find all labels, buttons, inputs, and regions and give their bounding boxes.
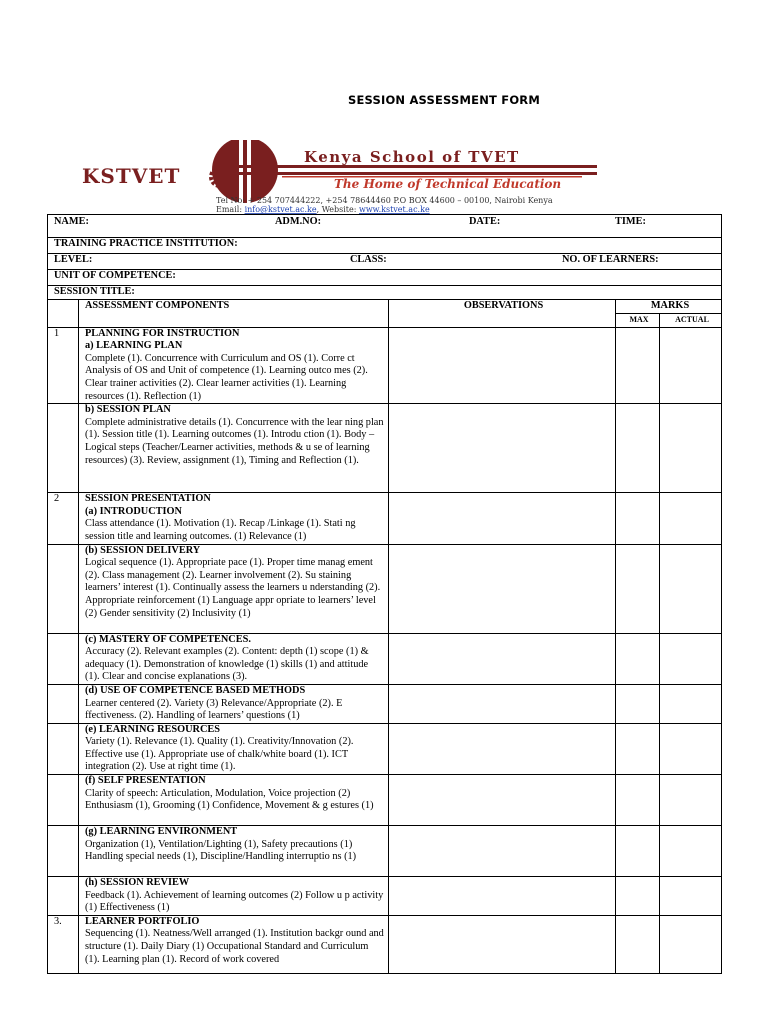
row-number: 3.	[54, 915, 62, 927]
form-title: SESSION ASSESSMENT FORM	[347, 93, 541, 107]
table-row	[48, 404, 722, 493]
max-cell[interactable]	[616, 633, 660, 684]
row-criteria: Logical sequence (1). Appropriate pace (1). Proper time manag ement (2). Class management (2). Learner involvement (2). Su staining learners’ interest (1). Continually assess the learners u nderstanding (2). Appropriate reinforcement (1) Language appr opriate to learners’ level (2) Gender sensitivity (2) Inclusivity (1)	[85, 557, 381, 619]
max-cell[interactable]	[616, 327, 660, 404]
table-row	[48, 684, 722, 723]
max-cell[interactable]	[616, 915, 660, 973]
max-cell[interactable]	[616, 775, 660, 826]
max-cell[interactable]	[616, 723, 660, 774]
observations-header: OBSERVATIONS	[463, 299, 544, 311]
row-criteria: Clarity of speech: Articulation, Modulation, Voice projection (2) Enthusiasm (1), Grooming (1) Confidence, Movement & g estures (1)	[85, 787, 374, 812]
actual-cell[interactable]	[660, 877, 722, 916]
row-heading: (b) SESSION DELIVERY	[85, 544, 201, 556]
table-row	[48, 877, 722, 916]
actual-cell[interactable]	[660, 826, 722, 877]
logo-abbr: KSTVET	[82, 164, 181, 188]
table-row	[48, 327, 722, 404]
max-cell[interactable]	[616, 544, 660, 633]
marks-header: MARKS	[650, 299, 690, 311]
logo-contact: Tel No: + 254 707444222, +254 78644460 P.O BOX 44600 – 00100, Nairobi Kenya	[216, 196, 553, 205]
observations-cell[interactable]	[389, 775, 616, 826]
actual-cell[interactable]	[660, 327, 722, 404]
header-row-name	[48, 215, 722, 238]
assessment-table	[47, 214, 722, 974]
actual-header: ACTUAL	[675, 314, 709, 324]
row-heading: b) SESSION PLAN	[85, 404, 171, 416]
observations-cell[interactable]	[389, 493, 616, 544]
learners-label: NO. OF LEARNERS:	[562, 254, 659, 265]
table-row	[48, 544, 722, 633]
row-criteria: Sequencing (1). Neatness/Well arranged (1). Institution backgr ound and structure (1). Daily Diary (1) Occupational Standard and Curriculum (1). Learning plan (1). Record of work covered	[85, 928, 384, 965]
table-row	[48, 915, 722, 973]
logo-website[interactable]: www.kstvet.ac.ke	[358, 205, 430, 214]
max-cell[interactable]	[616, 404, 660, 493]
row-heading: (c) MASTERY OF COMPETENCES.	[85, 633, 251, 645]
observations-cell[interactable]	[389, 404, 616, 493]
observations-cell[interactable]	[389, 877, 616, 916]
observations-cell[interactable]	[389, 826, 616, 877]
date-label: DATE:	[469, 216, 501, 227]
row-criteria: Organization (1), Ventilation/Lighting (1), Safety precautions (1) Handling special needs (1), Discipline/Handling interruptio ns (1)	[85, 838, 357, 863]
observations-cell[interactable]	[389, 684, 616, 723]
actual-cell[interactable]	[660, 633, 722, 684]
row-criteria: Feedback (1). Achievement of learning outcomes (2) Follow u p activity (1) Effectiveness (1)	[85, 889, 384, 914]
max-header: MAX	[629, 314, 649, 324]
max-cell[interactable]	[616, 493, 660, 544]
logo-email[interactable]: info@kstvet.ac.ke	[244, 205, 317, 214]
row-heading: (d) USE OF COMPETENCE BASED METHODS	[85, 684, 306, 696]
adm-no-label: ADM.NO:	[275, 216, 322, 227]
actual-cell[interactable]	[660, 684, 722, 723]
max-cell[interactable]	[616, 826, 660, 877]
row-number: 1	[54, 327, 60, 339]
row-criteria: Accuracy (2). Relevant examples (2). Content: depth (1) scope (1) & adequacy (1). Demonstration of knowledge (1) skills (1) and attitude (1). Clear and concise explanations (3).	[85, 646, 369, 683]
section-title: PLANNING FOR INSTRUCTION	[85, 327, 240, 339]
header-row-institution	[48, 238, 722, 254]
row-criteria: Complete (1). Concurrence with Curriculum and OS (1). Corre ct Analysis of OS and Unit of competence (1). Learning outco mes (2). Clear trainer activities (2). Clear learner activities (1). Learning resources (1). Reflection (1)	[85, 352, 368, 402]
row-number: 2	[54, 493, 60, 505]
max-cell[interactable]	[616, 684, 660, 723]
table-row	[48, 775, 722, 826]
level-label: LEVEL:	[54, 254, 93, 265]
actual-cell[interactable]	[660, 915, 722, 973]
observations-cell[interactable]	[389, 723, 616, 774]
svg-text:Email: info@kstvet.ac.ke, Webs	[216, 205, 430, 214]
row-heading: (h) SESSION REVIEW	[85, 877, 190, 889]
table-row	[48, 493, 722, 544]
row-heading: (a) INTRODUCTION	[85, 505, 182, 517]
row-heading: (e) LEARNING RESOURCES	[85, 723, 221, 735]
time-label: TIME:	[615, 216, 646, 227]
table-row	[48, 723, 722, 774]
row-heading: (g) LEARNING ENVIRONMENT	[85, 826, 238, 838]
table-row	[48, 633, 722, 684]
observations-cell[interactable]	[389, 915, 616, 973]
row-heading: a) LEARNING PLAN	[85, 340, 183, 352]
row-heading: (f) SELF PRESENTATION	[85, 775, 206, 787]
header-row-session-title	[48, 286, 722, 300]
actual-cell[interactable]	[660, 723, 722, 774]
actual-cell[interactable]	[660, 544, 722, 633]
section-title: LEARNER PORTFOLIO	[85, 915, 200, 927]
components-header: ASSESSMENT COMPONENTS	[85, 299, 230, 311]
actual-cell[interactable]	[660, 775, 722, 826]
logo-website-label: , Website:	[316, 205, 359, 214]
actual-cell[interactable]	[660, 493, 722, 544]
row-criteria: Learner centered (2). Variety (3) Relevance/Appropriate (2). E ffectiveness. (2). Handling of learners’ questions (1)	[85, 697, 343, 722]
row-criteria: Class attendance (1). Motivation (1). Recap /Linkage (1). Stati ng session title and learning outcomes. (1) Relevance (1)	[85, 518, 356, 542]
actual-cell[interactable]	[660, 404, 722, 493]
logo-name: Kenya School of TVET	[304, 148, 520, 166]
row-criteria: Variety (1). Relevance (1). Quality (1). Creativity/Innovation (2). Effective use (1). Appropriate use of chalk/white board (1). ICT integration (2). Use at right time (1).	[85, 736, 354, 773]
institution-label: TRAINING PRACTICE INSTITUTION:	[54, 238, 238, 249]
class-label: CLASS:	[350, 254, 387, 265]
unit-label: UNIT OF COMPETENCE:	[54, 270, 176, 281]
observations-cell[interactable]	[389, 327, 616, 404]
session-title-label: SESSION TITLE:	[54, 286, 135, 297]
logo-tagline: The Home of Technical Education	[334, 177, 562, 191]
column-header-row	[48, 299, 722, 313]
logo-email-label: Email:	[216, 205, 245, 214]
name-label: NAME:	[54, 216, 89, 227]
header-row-level	[48, 254, 722, 270]
observations-cell[interactable]	[389, 544, 616, 633]
table-row	[48, 826, 722, 877]
kstvet-logo	[82, 140, 602, 214]
header-row-unit	[48, 270, 722, 286]
row-criteria: Complete administrative details (1). Concurrence with the lear ning plan (1). Session title (1). Learning outcomes (1). Introdu ction (1). Body – Logical steps (Teacher/Learner activities, methods & u se of learning resources) (3). Review, assignment (1), Timing and Reflection (1).	[85, 416, 384, 466]
section-title: SESSION PRESENTATION	[85, 493, 211, 505]
max-cell[interactable]	[616, 877, 660, 916]
observations-cell[interactable]	[389, 633, 616, 684]
